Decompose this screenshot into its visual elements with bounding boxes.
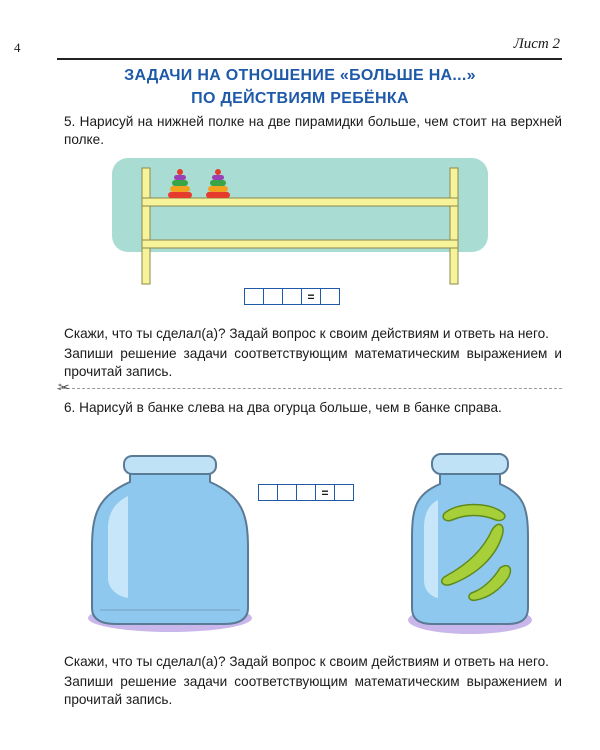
page-title-line1: ЗАДАЧИ НА ОТНОШЕНИЕ «БОЛЬШЕ НА...» [124, 67, 476, 84]
answer-box[interactable] [278, 485, 297, 500]
answer-box[interactable] [264, 289, 283, 304]
task6-question: Скажи, что ты сделал(а)? Задай вопрос к своим действиям и ответь на него. [64, 654, 549, 669]
task6-prompt [64, 399, 562, 417]
shelf-top-board [142, 198, 458, 206]
answer-box[interactable] [259, 485, 278, 500]
task5-instruction: Запиши решение задачи соответствующим математическим выражением и прочитай запись. [64, 346, 562, 379]
task5-answer-boxes [244, 288, 340, 305]
task5-text: Нарисуй на нижней полке на две пирамидки больше, чем стоит на верхней полке. [64, 114, 563, 147]
shelf-bottom-board [142, 240, 458, 248]
right-jar [380, 448, 560, 638]
answer-box[interactable] [283, 289, 302, 304]
left-jar [80, 448, 260, 638]
answer-box[interactable] [245, 289, 264, 304]
jar-neck [432, 454, 508, 474]
jar-neck [124, 456, 216, 474]
answer-box[interactable] [321, 289, 339, 304]
equals-sign: = [316, 485, 335, 500]
shelf-right-post [450, 168, 458, 284]
shelf-illustration [110, 156, 490, 286]
task6-instruction: Запиши решение задачи соответствующим математическим выражением и прочитай запись. [64, 674, 562, 707]
task5-number: 5. [64, 114, 76, 129]
task5-prompt [64, 113, 562, 149]
cut-line [57, 388, 562, 389]
page-number: 4 [14, 40, 21, 55]
header-rule [57, 58, 562, 60]
shelf-left-post [142, 168, 150, 284]
equals-sign: = [302, 289, 321, 304]
answer-box[interactable] [297, 485, 316, 500]
task5-question: Скажи, что ты сделал(а)? Задай вопрос к своим действиям и ответь на него. [64, 326, 549, 341]
task6-text: Нарисуй в банке слева на два огурца больше, чем в банке справа. [79, 400, 502, 415]
page-title-line2: ПО ДЕЙСТВИЯМ РЕБЁНКА [191, 90, 409, 107]
answer-box[interactable] [335, 485, 353, 500]
scissors-icon: ✂ [58, 379, 70, 395]
task6-answer-boxes [258, 484, 354, 501]
jar-highlight [424, 500, 438, 598]
task6-number: 6. [64, 400, 76, 415]
sheet-label: Лист 2 [513, 36, 560, 52]
